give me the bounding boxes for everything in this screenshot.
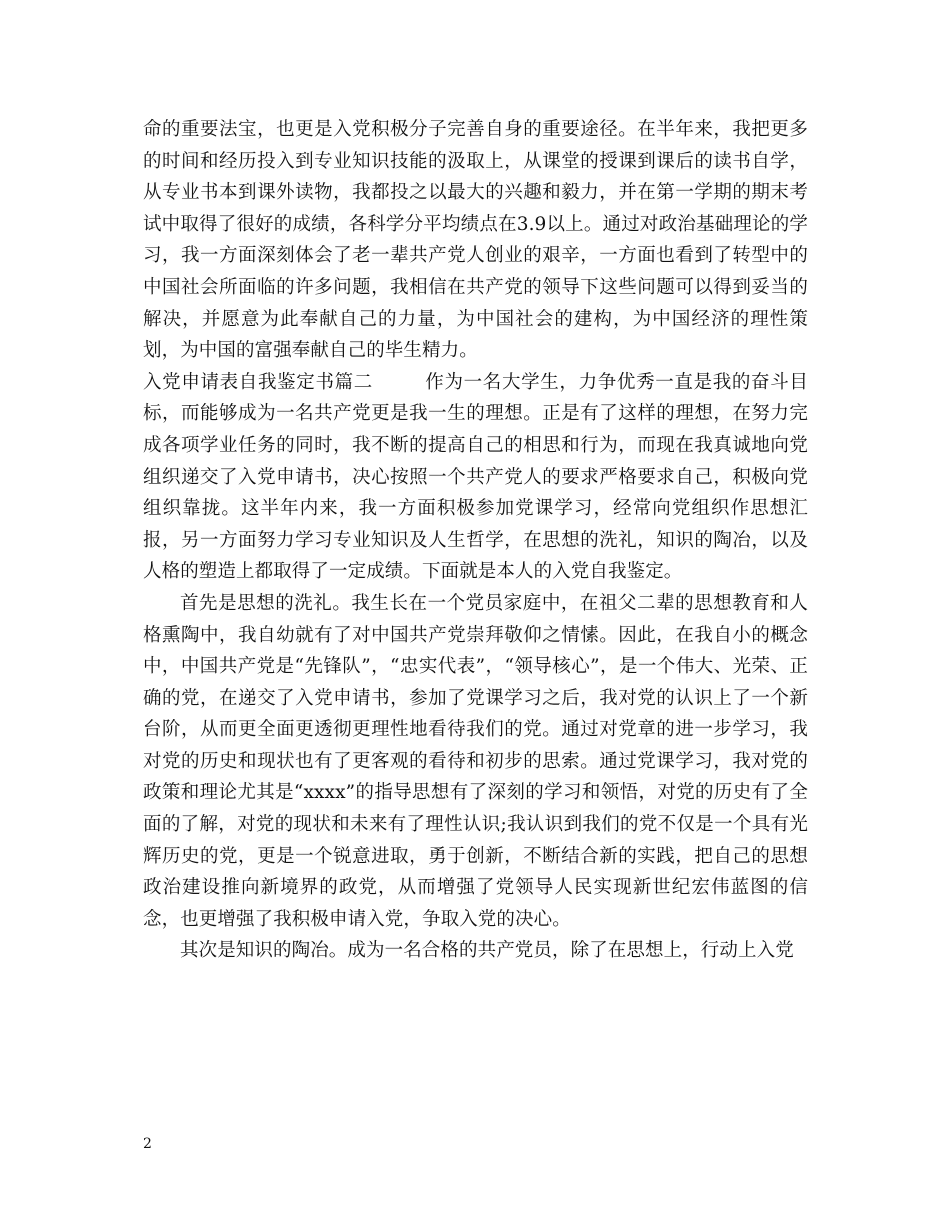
paragraph-1 — [143, 114, 808, 367]
paragraph-2-text: 作为一名大学生，力争优秀一直是我的奋斗目标，而能够成为一名共产党更是我一生的理想。正是有了这样的理想，在努力完成各项学业任务的同时，我不断的提高自己的相思和行为，而现在我真诚地向党组织递交了入党申请书，决心按照一个共产党人的要求严格要求自己，积极向党组织靠拢。这半年内来，我一方面积极参加党课学习，经常向党组织作思想汇报，另一方面努力学习专业知识及人生哲学，在思想的洗礼，知识的陶冶，以及人格的塑造上都取得了一定成绩。下面就是本人的入党自我鉴定。 — [143, 371, 808, 583]
document-body — [143, 114, 808, 967]
paragraph-3 — [143, 588, 808, 936]
paragraph-4-text: 其次是知识的陶冶。成为一名合格的共产党员，除了在思想上，行动上入党 — [180, 940, 794, 962]
heading-gap — [373, 372, 425, 393]
paragraph-3-text: 首先是思想的洗礼。我生长在一个党员家庭中，在祖父二辈的思想教育和人格熏陶中，我自幼就有了对中国共产党崇拜敬仰之情愫。因此，在我自小的概念中，中国共产党是“先锋队”，“忠实代表”，“领导核心”，是一个伟大、光荣、正确的党，在递交了入党申请书，参加了党课学习之后，我对党的认识上了一个新台阶，从而更全面更透彻更理性地看待我们的党。通过对党章的进一步学习，我对党的历史和现状也有了更客观的看待和初步的思索。通过党课学习，我对党的政策和理论尤其是“xxxx”的指导思想有了深刻的学习和领悟，对党的历史有了全面的了解，对党的现状和未来有了理性认识;我认识到我们的党不仅是一个具有光辉历史的党，更是一个锐意进取，勇于创新，不断结合新的实践，把自己的思想政治建设推向新境界的政党，从而增强了党领导人民实现新世纪宏伟蓝图的信念，也更增强了我积极申请入党，争取入党的决心。 — [143, 592, 808, 930]
section-heading: 入党申请表自我鉴定书篇二 — [143, 371, 373, 393]
page-number: 2 — [143, 1136, 152, 1152]
paragraph-4 — [143, 935, 808, 967]
paragraph-1-text: 命的重要法宝，也更是入党积极分子完善自身的重要途径。在半年来，我把更多的时间和经历投入到专业知识技能的汲取上，从课堂的授课到课后的读书自学，从专业书本到课外读物，我都投之以最大的兴趣和毅力，并在第一学期的期末考试中取得了很好的成绩，各科学分平均绩点在3.9以上。通过对政治基础理论的学习，我一方面深刻体会了老一辈共产党人创业的艰辛，一方面也看到了转型中的中国社会所面临的许多问题，我相信在共产党的领导下这些问题可以得到妥当的解决，并愿意为此奉献自己的力量，为中国社会的建构，为中国经济的理性策划，为中国的富强奉献自己的毕生精力。 — [143, 119, 808, 362]
paragraph-2 — [143, 367, 808, 588]
